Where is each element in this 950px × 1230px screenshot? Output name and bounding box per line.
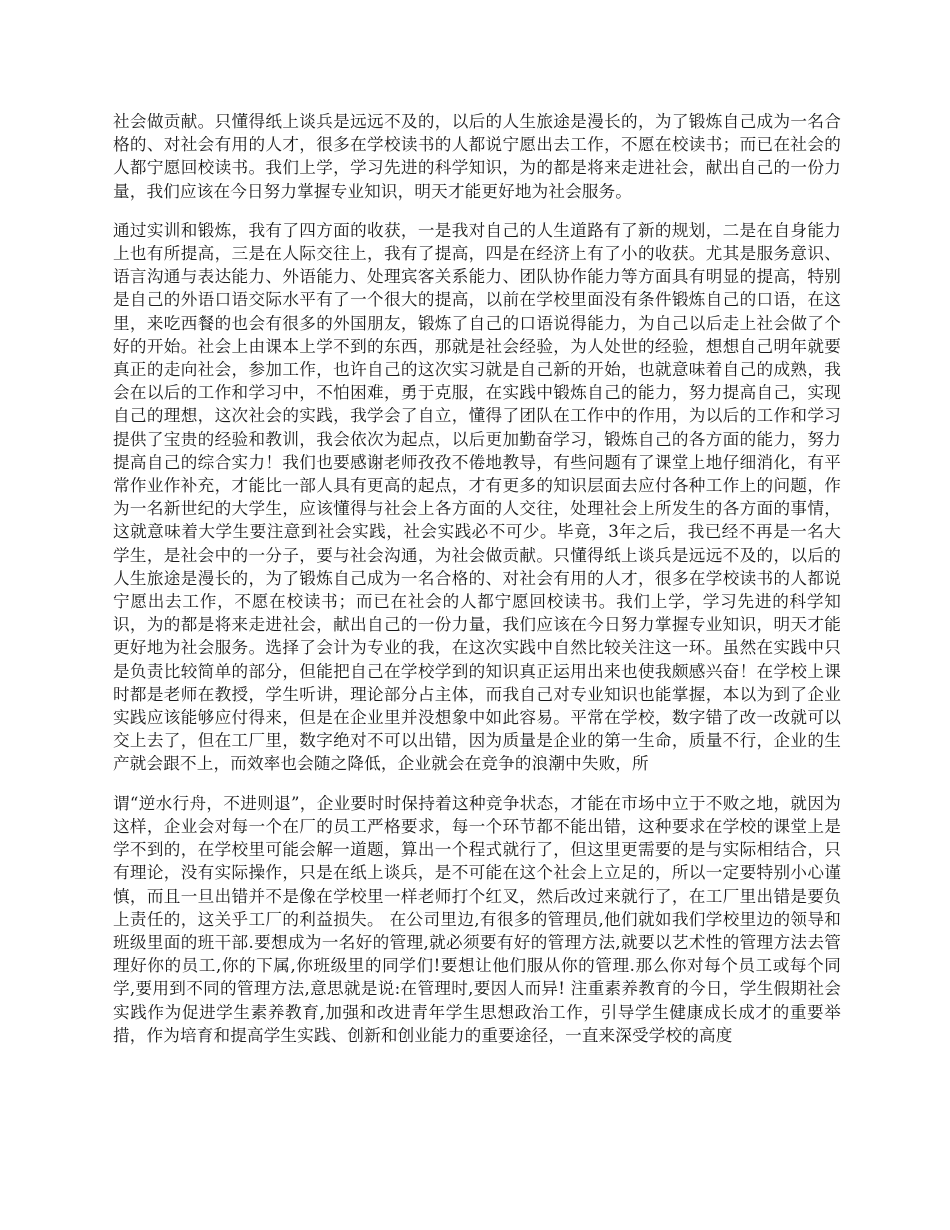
paragraph-2: 通过实训和锻炼，我有了四方面的收获，一是我对自己的人生道路有了新的规划，二是在自身能力上也有所提高，三是在人际交往上，我有了提高，四是在经济上有了小的收获。尤其是服务意识、语言沟通与表达能力、外语能力、处理宾客关系能力、团队协作能力等方面具有明显的提高，特别是自己的外语口语交际水平有了一个很大的提高，以前在学校里面没有条件锻炼自己的口语，在这里，来吃西餐的也会有很多的外国朋友，锻炼了自己的口语说得能力，为自己以后走上社会做了个好的开始。社会上由课本上学不到的东西，那就是社会经验，为人处世的经验，想想自己明年就要真正的走向社会，参加工作，也许自己的这次实习就是自己新的开始，也就意味着自己的成熟，我会在以后的工作和学习中，不怕困难，勇于克服，在实践中锻炼自己的能力，努力提高自己，实现自己的理想，这次社会的实践，我学会了自立，懂得了团队在工作中的作用，为以后的工作和学习提供了宝贵的经验和教训，我会依次为起点，以后更加勤奋学习，锻炼自己的各方面的能力，努力提高自己的综合实力！我们也要感谢老师孜孜不倦地教导，有些问题有了课堂上地仔细消化，有平常作业作补充，才能比一部人具有更高的起点，才有更多的知识层面去应付各种工作上的问题，作为一名新世纪的大学生，应该懂得与社会上各方面的人交往，处理社会上所发生的各方面的事情，这就意味着大学生要注意到社会实践，社会实践必不可少。毕竟，3年之后，我已经不再是一名大学生，是社会中的一分子，要与社会沟通，为社会做贡献。只懂得纸上谈兵是远远不及的，以后的人生旅途是漫长的，为了锻炼自己成为一名合格的、对社会有用的人才，很多在学校读书的人都说宁愿出去工作，不愿在校读书；而已在社会的人都宁愿回校读书。我们上学，学习先进的科学知识，为的都是将来走进社会，献出自己的一份力量，我们应该在今日努力掌握专业知识，明天才能更好地为社会服务。选择了会计为专业的我，在这次实践中自然比较关注这一环。虽然在实践中只是负责比较简单的部分，但能把自己在学校学到的知识真正运用出来也使我颇感兴奋！在学校上课时都是老师在教授，学生听讲，理论部分占主体，而我自己对专业知识也能掌握，本以为到了企业实践应该能够应付得来，但是在企业里并没想象中如此容易。平常在学校，数字错了改一改就可以交上去了，但在工厂里，数字绝对不可以出错，因为质量是企业的第一生命，质量不行，企业的生产就会跟不上，而效率也会随之降低，企业就会在竞争的浪潮中失败，所 xyxy=(113,220,841,774)
paragraph-3: 谓“逆水行舟，不进则退”，企业要时时保持着这种竞争状态，才能在市场中立于不败之地，就因为这样，企业会对每一个在厂的员工严格要求，每一个环节都不能出错，这种要求在学校的课堂上是学不到的，在学校里可能会解一道题，算出一个程式就行了，但这里更需要的是与实际相结合，只有理论，没有实际操作，只是在纸上谈兵，是不可能在这个社会上立足的，所以一定要特别小心谨慎，而且一旦出错并不是像在学校里一样老师打个红叉，然后改过来就行了，在工厂里出错是要负上责任的，这关乎工厂的利益损失。 在公司里边,有很多的管理员,他们就如我们学校里边的领导和班级里面的班干部.要想成为一名好的管理,就必须要有好的管理方法,就要以艺术性的管理方法去管理好你的员工,你的下属,你班级里的同学们!要想让他们服从你的管理.那么你对每个员工或每个同学,要用到不同的管理方法,意思就是说:在管理时,要因人而异! 注重素养教育的今日，学生假期社会实践作为促进学生素养教育,加强和改进青年学生思想政治工作，引导学生健康成长成才的重要举措，作为培育和提高学生实践、创新和创业能力的重要途径，一直来深受学校的高度 xyxy=(113,793,841,1045)
paragraph-1: 社会做贡献。只懂得纸上谈兵是远远不及的，以后的人生旅途是漫长的，为了锻炼自己成为一名合格的、对社会有用的人才，很多在学校读书的人都说宁愿出去工作，不愿在校读书；而已在社会的人都宁愿回校读书。我们上学，学习先进的科学知识，为的都是将来走进社会，献出自己的一份力量，我们应该在今日努力掌握专业知识，明天才能更好地为社会服务。 xyxy=(113,112,841,201)
document-body xyxy=(113,110,841,1063)
